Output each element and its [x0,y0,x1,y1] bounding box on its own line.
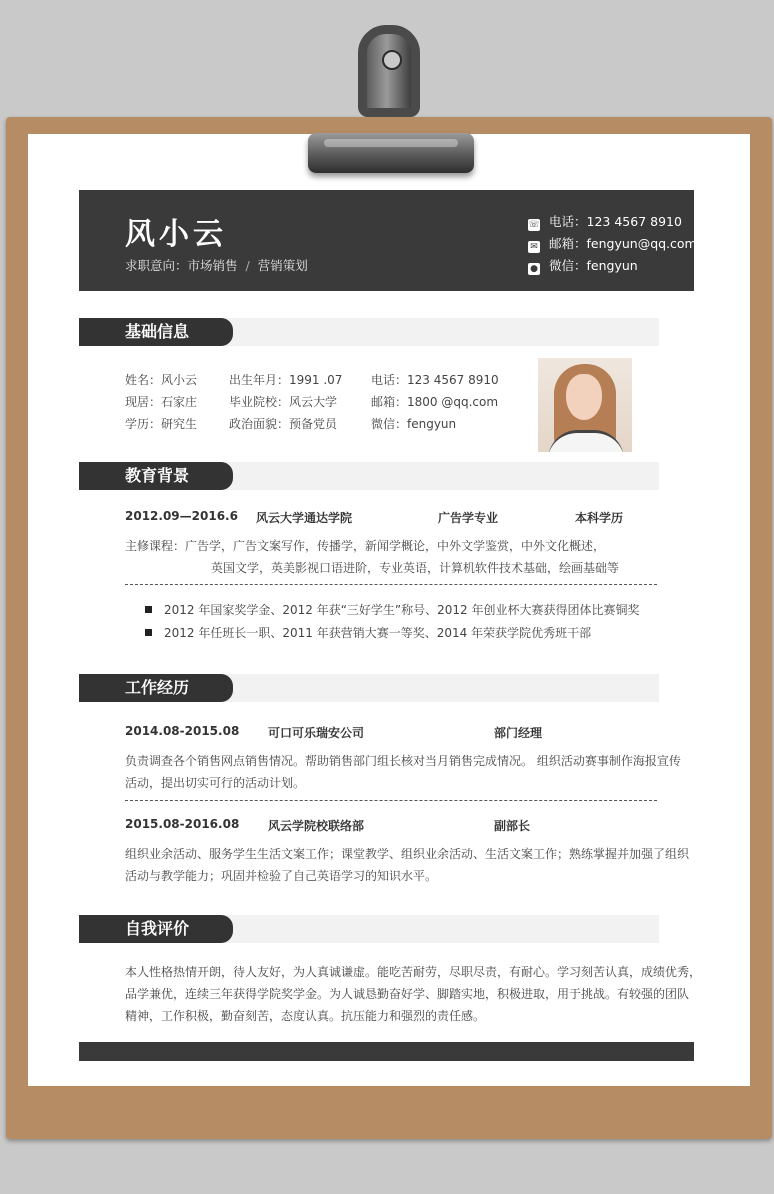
header-email [528,234,698,253]
edu-award-text: 2012 年任班长一职、2011 年获营销大赛一等奖、2014 年荣获学院优秀班干部 [164,626,592,640]
divider [125,584,657,585]
self-eval-line: 品学兼优，连续三年获得学院奖学金。为人诚恳勤奋好学、脚踏实地，积极进取，用于挑战。有较强的团队 [125,987,690,1001]
basic-school: 毕业院校：风云大学 [229,395,338,409]
job-company: 风云学院校联络部 [268,819,365,833]
section-education [79,462,659,490]
job-desc-line2: 活动，提出切实可行的活动计划。 [125,776,306,790]
edu-degree: 本科学历 [575,511,624,525]
basic-political: 政治面貌：预备党员 [229,417,338,431]
job-intent-secondary: 营销策划 [257,258,308,273]
edu-major: 广告学专业 [438,511,499,525]
basic-wechat: 微信：fengyun [371,417,457,431]
header-phone-text: 电话：123 4567 8910 [549,214,682,229]
basic-residence: 现居：石家庄 [125,395,198,409]
section-basic-info [79,318,659,346]
profile-photo [538,358,632,452]
edu-award-item [145,601,640,618]
section-title-education: 教育背景 [79,462,233,490]
basic-birth: 出生年月：1991 .07 [229,373,343,387]
job-company: 可口可乐瑞安公司 [268,726,365,740]
header-phone [528,212,698,231]
job-desc-line1: 组织业余活动、服务学生生活文案工作；课堂教学、组织业余活动、生活文案工作；熟练掌握并加强了组织 [125,847,690,861]
footer-bar [79,1042,694,1061]
resume-header [79,190,697,291]
header-wechat [528,256,698,275]
job-period: 2015.08-2016.08 [125,817,240,831]
phone-icon: ☏ [528,220,540,230]
section-title-basic: 基础信息 [79,318,233,346]
job-intent-primary: 求职意向：市场销售 [125,258,238,273]
edu-period: 2012.09—2016.6 [125,509,238,523]
edu-courses-line1: 主修课程：广告学，广告文案写作，传播学，新闻学概论，中外文学鉴赏，中外文化概述， [125,539,606,553]
section-title-self: 自我评价 [79,915,233,943]
self-eval-line: 本人性格热情开朗，待人友好，为人真诚谦虚。能吃苦耐劳，尽职尽责，有耐心。学习刻苦认真，成绩优秀， [125,965,702,979]
applicant-name: 风小云 [125,217,227,252]
job-period: 2014.08-2015.08 [125,724,240,738]
header-wechat-text: 微信：fengyun [549,258,638,273]
mail-icon: ✉ [528,241,540,253]
binder-clip-icon [300,25,480,180]
edu-award-item [145,624,591,641]
edu-school: 风云大学通达学院 [256,511,353,525]
wechat-icon: ● [528,263,540,275]
basic-phone: 电话：123 4567 8910 [371,373,499,387]
bullet-icon [145,606,152,613]
edu-courses-line2: 英国文学，英美影视口语进阶，专业英语，计算机软件技术基础，绘画基础等 [211,561,620,575]
bullet-icon [145,629,152,636]
header-email-text: 邮箱：fengyun@qq.com [549,236,697,251]
section-self-evaluation [79,915,659,943]
job-desc-line1: 负责调查各个销售网点销售情况。帮助销售部门组长核对当月销售完成情况。 组织活动赛事制作海报宣传 [125,754,681,768]
divider [125,800,657,801]
job-position: 部门经理 [494,726,543,740]
job-intent [125,256,308,274]
section-work [79,674,659,702]
self-eval-line: 精神，工作积极，勤奋刻苦，态度认真。抗压能力和强烈的责任感。 [125,1009,486,1023]
basic-email: 邮箱：1800 @qq.com [371,395,499,409]
section-title-work: 工作经历 [79,674,233,702]
job-intent-separator: / [245,258,250,273]
job-position: 副部长 [494,819,531,833]
edu-award-text: 2012 年国家奖学金、2012 年获“三好学生”称号、2012 年创业杯大赛获得团体比赛铜奖 [164,603,640,617]
job-desc-line2: 活动与教学能力；巩固并检验了自己英语学习的知识水平。 [125,869,438,883]
basic-name: 姓名：风小云 [125,373,198,387]
basic-degree: 学历：研究生 [125,417,198,431]
